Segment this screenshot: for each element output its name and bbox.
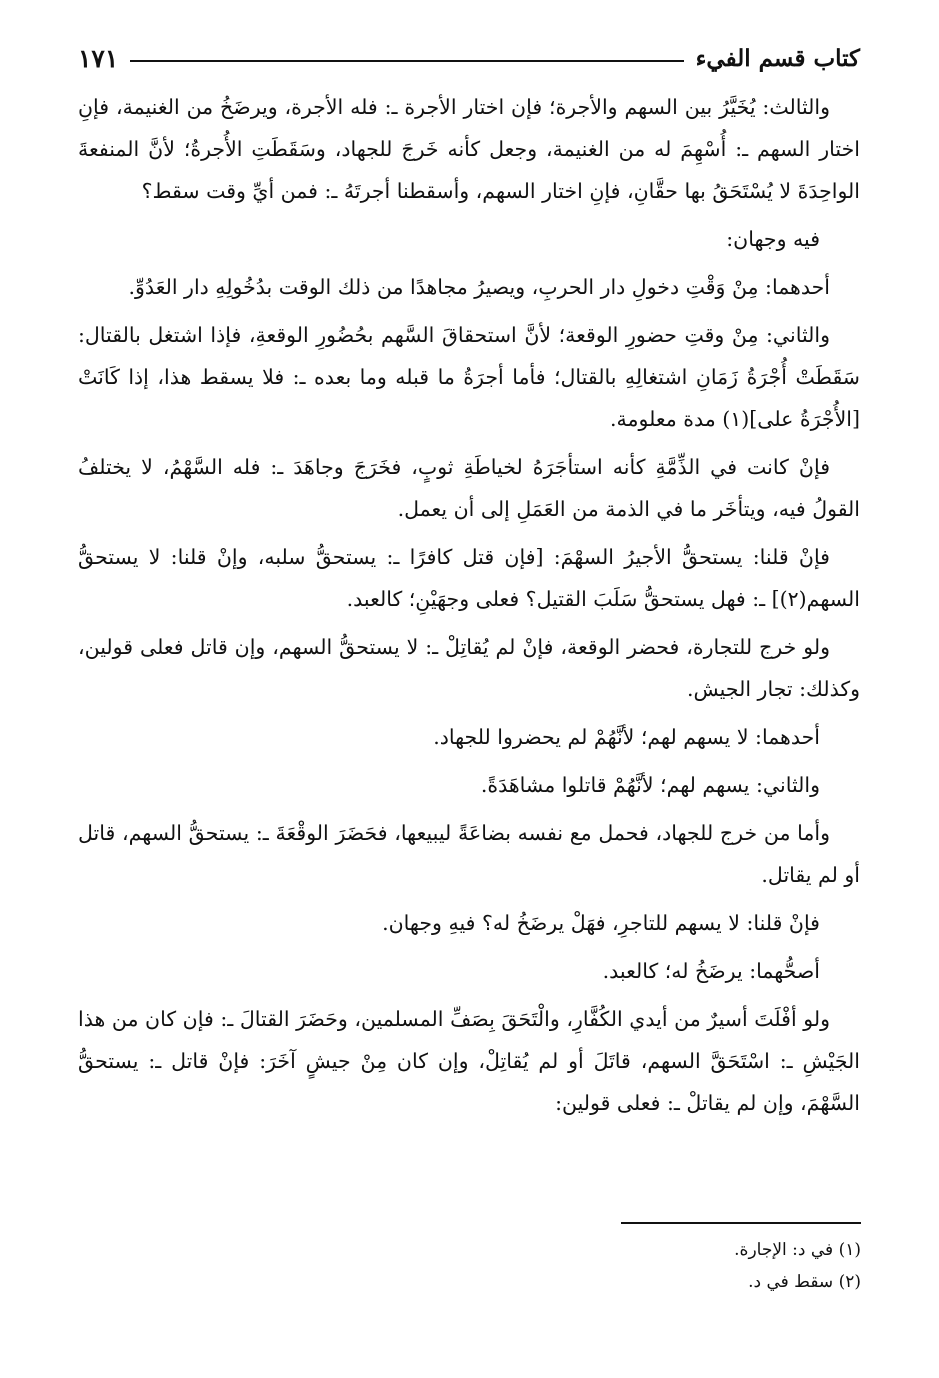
paragraph: والثاني: يسهم لهم؛ لأنَّهُمْ قاتلوا مشاهَدَةً. [480,773,820,797]
paragraph: فإنْ قلنا: لا يسهم للتاجرِ، فهَلْ يرضَخُ له؟ فيهِ وجهان. [382,911,820,935]
main-text [78,86,860,1130]
page-header [78,38,860,78]
paragraph: وأما من خرج للجهاد، فحمل مع نفسه بضاعَةً ليبيعها، فحَضَرَ الوقْعَةَ ـ: يستحقُّ السهم، قاتل أو لم يقاتل. [78,821,860,887]
paragraph: فإنْ كانت في الذِّمَّةِ كأنه استأجَرَهُ لخياطَةِ ثوبٍ، فخَرَجَ وجاهَدَ ـ: فله السَّهْمُ، لا يختلفُ القولُ فيه، ويتأخَر ما في الذمة من العَمَلِ إلى أن يعمل. [78,455,860,521]
header-rule [130,60,683,62]
paragraph: والثالث: يُخَيَّرُ بين السهم والأجرة؛ فإن اختار الأجرة ـ: فله الأجرة، ويرضَخُ من الغنيمة، فإنِ اختار السهم ـ: أُسْهِمَ له من الغنيمة، وجعل كأنه خَرجَ للجهاد، وسَقَطَتِ الأُجرةُ؛ لأنَّ المنفعةَ الواحِدَةَ لا يُسْتَحَقُ بها حقَّانِ، فإنِ اختار السهم، وأسقطنا أجرتَهُ ـ: فمن أيِّ وقت سقط؟ [78,95,860,203]
footnotes [79,1234,861,1298]
running-title: كتاب قسم الفيء [695,44,860,72]
paragraph: فإنْ قلنا: يستحقُّ الأجيرُ السهْمَ: [فإن قتل كافرًا ـ: يستحقُّ سلبه، وإنْ قلنا: لا يستحقُّ السهم(٢)] ـ: فهل يستحقُّ سَلَبَ القتيل؟ فعلى وجهَيْنِ؛ كالعبد. [78,545,860,611]
paragraph: والثاني: مِنْ وقتِ حضورِ الوقعة؛ لأنَّ استحقاقَ السَّهم بحُضُورِ الوقعةِ، فإذا اشتغل بالقتال: سَقَطَتْ أُجْرَةُ زَمَانِ اشتغالِهِ بالقتال؛ فأما أجرَةُ ما قبله وما بعده ـ: فلا يسقط هذا، إذا كَانَتْ [الأُجْرَةُ على](١) مدة معلومة. [78,323,860,431]
paragraph: ولو أفْلَتَ أسيرٌ من أيدي الكُفَّارِ، والْتَحَقَ بِصَفِّ المسلمين، وحَضَرَ القتالَ ـ: فإن كان من هذا الجَيْشِ ـ: اسْتَحَقَّ السهم، قاتَلَ أو لم يُقاتِلْ، وإن كان مِنْ جيشٍ آخَرَ: فإنْ قاتل ـ: يستحقُّ السَّهْمَ، وإن لم يقاتلْ ـ: فعلى قولين: [78,1007,860,1115]
footnote-rule [621,1222,861,1224]
paragraph: فيه وجهان: [726,227,820,251]
page-number: ١٧١ [78,43,119,73]
paragraph: أحدهما: لا يسهم لهم؛ لأنَّهُمْ لم يحضروا للجهاد. [433,725,820,749]
paragraph: أحدهما: مِنْ وَقْتِ دخولِ دار الحربِ، ويصيرُ مجاهدًا من ذلك الوقت بدُخُولِهِ دار العَدُوِّ. [128,275,830,299]
paragraph: ولو خرج للتجارة، فحضر الوقعة، فإنْ لم يُقاتِلْ ـ: لا يستحقُّ السهم، وإن قاتل فعلى قولين، وكذلك: تجار الجيش. [78,635,860,701]
paragraph: أصحُّهما: يرضَخُ له؛ كالعبد. [602,959,820,983]
footnote: (١) في د: الإجارة. [734,1240,861,1260]
footnote: (٢) سقط في د. [748,1272,861,1292]
